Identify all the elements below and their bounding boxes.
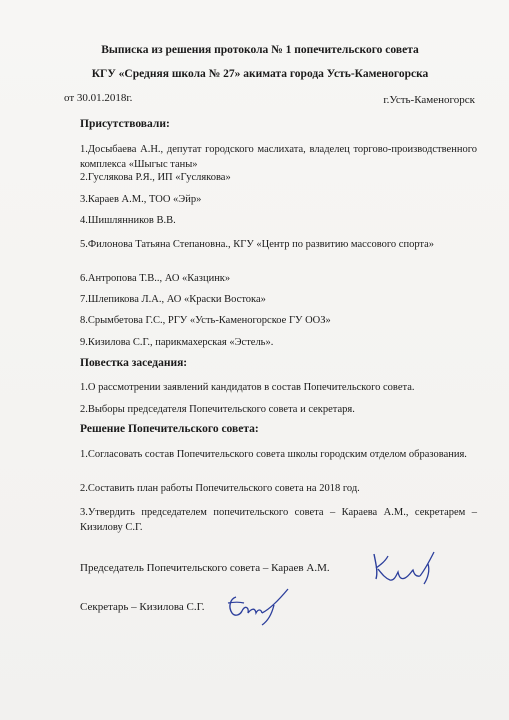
chairman-signature-line: Председатель Попечительского совета – Караев А.М. <box>80 562 330 574</box>
chairman-signature-image <box>368 546 448 588</box>
document-title-line1: Выписка из решения протокола № 1 попечительского совета <box>101 44 419 56</box>
agenda-item: 1.О рассмотрении заявлений кандидатов в состав Попечительского совета. <box>80 382 415 393</box>
decision-item: 3.Утвердить председателем попечительского совета – Караева А.М., секретарем – Кизилову С.Г. <box>80 507 477 533</box>
present-item: 6.Антропова Т.В.., АО «Казцинк» <box>80 273 231 284</box>
present-item: 2.Гуслякова Р.Я., ИП «Гуслякова» <box>80 172 231 183</box>
present-item: 3.Караев А.М., ТОО «Эйр» <box>80 194 202 205</box>
present-item: 8.Срымбетова Г.С., РГУ «Усть-Каменогорское ГУ ООЗ» <box>80 315 331 326</box>
document-city: г.Усть-Каменогорск <box>383 94 475 106</box>
decision-item: 2.Составить план работы Попечительского совета на 2018 год. <box>80 483 360 494</box>
present-item: 9.Кизилова С.Г., парикмахерская «Эстель». <box>80 337 274 348</box>
document-title-line2: КГУ «Средняя школа № 27» акимата города Усть-Каменогорска <box>91 68 429 80</box>
decision-item: 1.Согласовать состав Попечительского совета школы городским отделом образования. <box>80 449 467 460</box>
document-date: от 30.01.2018г. <box>64 92 133 104</box>
present-item: 7.Шлепикова Л.А., АО «Краски Востока» <box>80 294 266 305</box>
agenda-heading: Повестка заседания: <box>80 357 188 369</box>
secretary-signature-line: Секретарь – Кизилова С.Г. <box>80 601 205 613</box>
agenda-item: 2.Выборы председателя Попечительского совета и секретаря. <box>80 404 355 415</box>
secretary-signature-image <box>222 585 300 627</box>
decision-heading: Решение Попечительского совета: <box>80 423 259 435</box>
present-item: 4.Шишлянников В.В. <box>80 215 176 226</box>
present-heading: Присутствовали: <box>80 118 170 130</box>
present-item: 1.Досыбаева А.Н., депутат городского маслихата, владелец торгово-производственного комплекса «Шыгыс таны» <box>80 144 477 170</box>
present-item: 5.Филонова Татьяна Степановна., КГУ «Центр по развитию массового спорта» <box>80 239 435 250</box>
